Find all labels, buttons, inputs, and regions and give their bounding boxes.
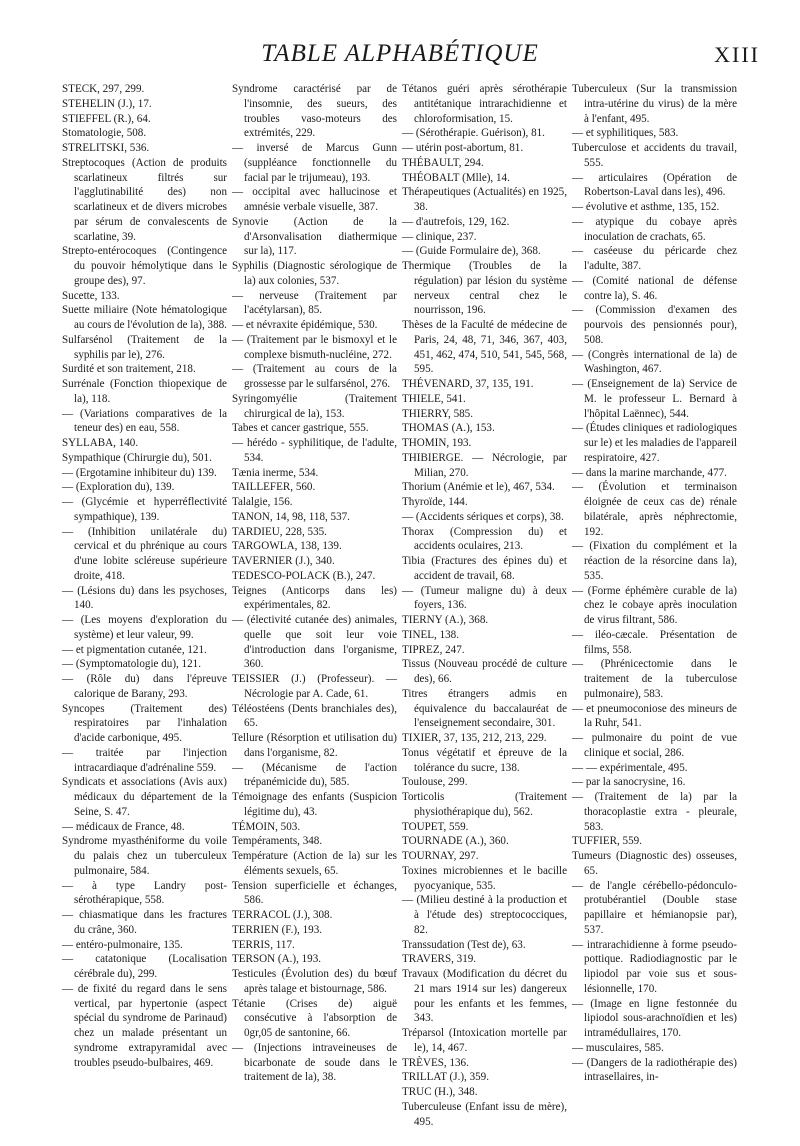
index-entry: TIXIER, 37, 135, 212, 213, 229. — [402, 732, 547, 744]
index-entry: — (Injections intraveineuses de bicarbonate de soude dans le traitement de la), 38. — [232, 1041, 397, 1084]
index-entry: — dans la marine marchande, 477. — [572, 466, 727, 479]
index-entry: — (Traitement au cours de la grossesse par le sulfarsénol, 276. — [232, 363, 397, 390]
index-entry: Sucette, 133. — [62, 289, 120, 302]
index-entry: — entéro-pulmonaire, 135. — [62, 938, 183, 951]
index-entry: — (Lésions du) dans les psychoses, 140. — [62, 584, 227, 612]
index-entry: Témoignage des enfants (Suspicion légitime du), 43. — [232, 791, 397, 818]
index-entry: — (Enseignement de la) Service de M. le professeur L. Bernard à l'hôpital Laënnec), 544. — [572, 378, 737, 420]
index-entry: THÉVENARD, 37, 135, 191. — [402, 378, 534, 390]
index-entry: TOUPET, 559. — [402, 820, 469, 833]
index-entry: SYLLABA, 140. — [62, 437, 139, 449]
index-entry: Tibia (Fractures des épines du) et accident de travail, 68. — [402, 555, 567, 582]
index-entry: — évolutive et asthme, 135, 152. — [572, 201, 720, 213]
index-column-4 — [572, 82, 737, 1085]
index-entry: — à type Landry post-sérothérapique, 558. — [62, 879, 227, 907]
index-entry: — (Ergotamine inhibiteur du) 139. — [62, 466, 217, 479]
index-entry: Transsudation (Test de), 63. — [402, 938, 526, 951]
index-entry: THOMIN, 193. — [402, 437, 472, 449]
index-entry: TERRIS, 117. — [232, 938, 295, 951]
index-entry: Suette miliaire (Note hématologique au cours de l'évolution de la), 388. — [62, 304, 227, 331]
index-entry: TOURNAY, 297. — [402, 850, 479, 862]
index-entry: TRUC (H.), 348. — [402, 1086, 478, 1098]
index-entry: TERRACOL (J.), 308. — [232, 909, 333, 921]
index-entry: Tempéraments, 348. — [232, 835, 323, 848]
index-entry: — occipital avec hallucinose et amnésie verbale visuelle, 387. — [232, 186, 397, 213]
index-entry: — utérin post-abortum, 81. — [402, 142, 524, 154]
index-entry: — (Sérothérapie. Guérison), 81. — [402, 127, 545, 140]
index-entry: Toxines microbiennes et le bacille pyocyanique, 535. — [402, 864, 567, 892]
index-entry: — inversé de Marcus Gunn (suppléance fonctionnelle du facial par le trijumeau), 193. — [232, 142, 397, 184]
index-entry: Synovie (Action de la d'Arsonvalisation diathermique sur la), 117. — [232, 215, 397, 258]
index-column-2 — [232, 82, 397, 1085]
index-entry: — (Rôle du) dans l'épreuve calorique de Barany, 293. — [62, 673, 227, 700]
index-entry: Tonus végétatif et épreuve de la tolérance du sucre, 138. — [402, 746, 567, 774]
index-entry: TERSON (A.), 193. — [232, 953, 322, 966]
index-entry: — intrarachidienne à forme pseudo-pottique. Radiodiagnostic par le lipiodol par voie sus et sous-lésionnelle, 170. — [572, 938, 737, 995]
index-entry: — (Glycémie et hyperréflectivité sympathique), 139. — [62, 496, 227, 523]
index-entry: THÉOBALT (Mlle), 14. — [402, 171, 510, 184]
index-entry: — musculaires, 585. — [572, 1041, 664, 1054]
index-entry: Surrénale (Fonction thiopexique de la), 118. — [62, 378, 227, 405]
index-entry: Thyroïde, 144. — [402, 496, 468, 508]
index-entry: — (Image en ligne festonnée du lipiodol sous-arachnoïdien et les) intramédullaires, 170. — [572, 997, 737, 1039]
index-entry: Tréparsol (Intoxication mortelle par le), 14, 467. — [402, 1027, 567, 1054]
index-entry: — (Fixation du complément et la réaction de la résorcine dans la), 535. — [572, 540, 737, 582]
index-entry: Syndicats et associations (Avis aux) médicaux du département de la Seine, S. 47. — [62, 776, 227, 818]
index-entry: TÉMOIN, 503. — [232, 820, 301, 833]
index-entry: Thorium (Anémie et le), 467, 534. — [402, 481, 555, 494]
index-entry: Tabes et cancer gastrique, 555. — [232, 422, 369, 435]
index-entry: — catatonique (Localisation cérébrale du), 299. — [62, 953, 227, 980]
index-entry: Sulfarsénol (Traitement de la syphilis par le), 276. — [62, 333, 227, 361]
index-entry: Testicules (Évolution des) du bœuf après talage et bistournage, 586. — [232, 968, 397, 995]
index-entry: Toulouse, 299. — [402, 776, 468, 789]
index-entry: TRILLAT (J.), 359. — [402, 1071, 489, 1084]
index-entry: — (électivité cutanée des) animales, quelle que soit leur voie d'introduction dans l'organisme, 360. — [232, 614, 397, 671]
index-entry: — et pigmentation cutanée, 121. — [62, 643, 207, 656]
index-entry: — atypique du cobaye après inoculation de crachats, 65. — [572, 215, 737, 243]
index-entry: — caséeuse du péricarde chez l'adulte, 387. — [572, 245, 737, 272]
index-entry: Titres étrangers admis en équivalence du baccalauréat de l'enseignement secondaire, 301. — [402, 687, 567, 730]
index-entry: Talalgie, 156. — [232, 496, 293, 508]
page-title: TABLE ALPHABÉTIQUE — [261, 40, 539, 67]
index-entry: — (Commission d'examen des pourvois des pensionnés pour), 508. — [572, 304, 737, 346]
index-entry: Thérapeutiques (Actualités) en 1925, 38. — [402, 186, 567, 213]
index-entry: TINEL, 138. — [402, 628, 459, 641]
index-entry: Tension superficielle et échanges, 586. — [232, 879, 397, 907]
index-entry: TRAVERS, 319. — [402, 953, 477, 966]
index-entry: — pulmonaire du point de vue clinique et social, 286. — [572, 732, 737, 759]
index-entry: — (Phrénicectomie dans le traitement de la tuberculose pulmonaire), 583. — [572, 658, 737, 700]
index-entry: Thorax (Compression du) et accidents oculaires, 213. — [402, 525, 567, 553]
index-entry: Strepto-entérocoques (Contingence du pouvoir hémolytique dans le groupe des), 97. — [62, 245, 227, 287]
index-column-1 — [62, 82, 227, 1070]
index-entry: — (Congrès international de la) de Washington, 467. — [572, 348, 737, 376]
index-entry: Tuberculeux (Sur la transmission intra-utérine du virus) de la mère à l'enfant, 495. — [572, 83, 737, 125]
index-entry: — — expérimentale, 495. — [572, 761, 688, 774]
index-entry: Téléostéens (Dents branchiales des), 65. — [232, 702, 397, 730]
index-entry: Syphilis (Diagnostic sérologique de la) aux colonies, 537. — [232, 260, 397, 287]
index-entry: Streptocoques (Action de produits scarlatineux filtrés sur l'agglutinabilité des) non scarlatineux et de divers microbes par sérum de convalescents de scarlatine, 39. — [62, 156, 227, 243]
index-entry: Tétanie (Crises de) aiguë consécutive à l'absorption de 0gr,05 de santonine, 66. — [232, 997, 397, 1039]
index-entry: — hérédo - syphilitique, de l'adulte, 534. — [232, 437, 397, 464]
index-entry: — (Symptomatologie du), 121. — [62, 658, 201, 671]
index-entry: TAVERNIER (J.), 340. — [232, 555, 335, 567]
index-entry: Température (Action de la) sur les éléments sexuels, 65. — [232, 850, 397, 877]
index-entry: — (Exploration du), 139. — [62, 481, 175, 494]
index-entry: Tissus (Nouveau procédé de culture des), 66. — [402, 658, 567, 685]
index-entry: — traitée par l'injection intracardiaque d'adrénaline 559. — [62, 746, 227, 774]
index-entry: — articulaires (Opération de Robertson-Laval dans les), 496. — [572, 171, 737, 199]
index-entry: TIPREZ, 247. — [402, 643, 465, 656]
index-entry: — (Milieu destiné à la production et à l'étude des) streptococciques, 82. — [402, 894, 567, 936]
index-entry: — (Dangers de la radiothérapie des) intrasellaires, in- — [572, 1056, 737, 1084]
index-entry: — et syphilitiques, 583. — [572, 127, 679, 140]
index-entry: — nerveuse (Traitement par l'acétylarsan), 85. — [232, 289, 397, 317]
index-entry: Teignes (Anticorps dans les) expérimentales, 82. — [232, 584, 397, 612]
index-entry: Syncopes (Traitement des) respiratoires par l'inhalation d'acide carbonique, 495. — [62, 702, 227, 744]
index-entry: Tétanos guéri après sérothérapie antitétanique intrarachidienne et chloroformisation, 15. — [402, 83, 567, 125]
index-entry: — (Tumeur maligne du) à deux foyers, 136. — [402, 584, 567, 612]
index-entry: Torticolis (Traitement physiothérapique du), 562. — [402, 791, 567, 818]
index-entry: — (Inhibition unilatérale du) cervical et du phrénique au cours d'une lobite scléreuse supérieure droite, 418. — [62, 525, 227, 582]
index-entry: — (Forme éphémère curable de la) chez le cobaye après inoculation de virus filtrant, 586. — [572, 584, 737, 626]
index-entry: TANON, 14, 98, 118, 537. — [232, 510, 350, 523]
index-entry: TARGOWLA, 138, 139. — [232, 540, 342, 553]
index-entry: STRELITSKI, 536. — [62, 142, 150, 154]
index-entry: — et pneumoconiose des mineurs de la Ruhr, 541. — [572, 702, 737, 730]
index-entry: — (Guide Formulaire de), 368. — [402, 245, 541, 258]
index-entry: TARDIEU, 228, 535. — [232, 525, 327, 538]
index-entry: — (Évolution et terminaison éloignée de ceux cas de) rénale bilatérale, après néphrectomie, 192. — [572, 481, 737, 538]
index-entry: — (Les moyens d'exploration du système) et leur valeur, 99. — [62, 614, 227, 641]
index-entry: STEHELIN (J.), 17. — [62, 97, 152, 110]
index-entry: TUFFIER, 559. — [572, 835, 642, 848]
index-entry: — (Accidents sériques et corps), 38. — [402, 510, 564, 523]
index-entry: Travaux (Modification du décret du 21 mars 1914 sur les) dangereux pour les enfants et les femmes, 343. — [402, 968, 567, 1025]
index-entry: Tænia inerme, 534. — [232, 466, 319, 479]
index-entry: Thermique (Troubles de la régulation) par lésion du système nerveux central chez le nourrisson, 196. — [402, 260, 567, 317]
index-entry: THIELE, 541. — [402, 392, 466, 405]
index-entry: — et névraxite épidémique, 530. — [232, 319, 378, 331]
index-entry: THIERRY, 585. — [402, 407, 473, 420]
index-entry: Tellure (Résorption et utilisation du) dans l'organisme, 82. — [232, 732, 397, 759]
index-entry: — (Traitement par le bismoxyl et le complexe bismuth-nucléine, 272. — [232, 333, 397, 361]
index-entry: Syndrome caractérisé par de l'insomnie, des sueurs, des troubles vaso-moteurs des extrémités, 229. — [232, 83, 397, 140]
index-entry: Sympathique (Chirurgie du), 501. — [62, 451, 212, 464]
index-entry: Thèses de la Faculté de médecine de Paris, 24, 48, 71, 346, 367, 403, 451, 462, 474, 510, 541, 545, 568, 595. — [402, 319, 567, 376]
index-entry: Syndrome myasthéniforme du voile du palais chez un tuberculeux pulmonaire, 584. — [62, 835, 227, 877]
index-entry: — (Comité national de défense contre la), S. 46. — [572, 274, 737, 302]
index-entry: TEDESCO-POLACK (B.), 247. — [232, 569, 376, 582]
index-entry: TEISSIER (J.) (Professeur). — Nécrologie par A. Cade, 61. — [232, 673, 397, 700]
index-entry: — iléo-cæcale. Présentation de films, 558. — [572, 628, 737, 656]
page-number: XIII — [714, 42, 760, 67]
index-entry: — médicaux de France, 48. — [62, 820, 185, 833]
index-entry: — de l'angle cérébello-pédonculo-protubérantiel (Double stase papillaire et hémianopsie par), 537. — [572, 879, 737, 936]
index-entry: TAILLEFER, 560. — [232, 481, 316, 494]
index-entry: Tuberculose et accidents du travail, 555. — [572, 142, 737, 169]
index-column-3 — [402, 82, 567, 1129]
index-entry: STIEFFEL (R.), 64. — [62, 112, 151, 125]
index-entry: THÉBAULT, 294. — [402, 156, 484, 169]
index-entry: — d'autrefois, 129, 162. — [402, 215, 510, 228]
index-entry: TRÈVES, 136. — [402, 1056, 469, 1069]
index-entry: — par la sanocrysine, 16. — [572, 776, 686, 789]
index-entry: Surdité et son traitement, 218. — [62, 363, 196, 376]
index-entry: — (Traitement de la) par la thoracoplastie extra - pleurale, 583. — [572, 791, 737, 833]
index-entry: THOMAS (A.), 153. — [402, 422, 495, 435]
index-entry: — de fixité du regard dans le sens vertical, par hypertonie (aspect spécial du syndrome de Parinaud) chez un malade présentant un syndrome extrapyramidal avec troubles pseudo-bulbaires, 469. — [62, 982, 227, 1069]
index-entry: TERRIEN (F.), 193. — [232, 923, 323, 936]
index-entry: THIBIERGE. — Nécrologie, par Milian, 270. — [402, 451, 567, 479]
index-entry: Tuberculeuse (Enfant issu de mère), 495. — [402, 1100, 567, 1128]
index-entry: Syringomyélie (Traitement chirurgical de la), 153. — [232, 392, 397, 420]
index-entry: Tumeurs (Diagnostic des) osseuses, 65. — [572, 850, 737, 877]
index-entry: TIERNY (A.), 368. — [402, 614, 489, 626]
index-entry: — chiasmatique dans les fractures du crâne, 360. — [62, 909, 227, 936]
index-entry: STECK, 297, 299. — [62, 83, 145, 95]
index-entry: Stomatologie, 508. — [62, 127, 147, 140]
index-entry: — (Mécanisme de l'action trépanémicide du), 585. — [232, 761, 397, 789]
index-entry: — (Variations comparatives de la teneur des) en eau, 558. — [62, 407, 227, 435]
index-entry: — (Études cliniques et radiologiques sur le) et les maladies de l'appareil respiratoire, 427. — [572, 422, 737, 464]
index-entry: TOURNADE (A.), 360. — [402, 835, 509, 848]
index-entry: — clinique, 237. — [402, 230, 477, 243]
